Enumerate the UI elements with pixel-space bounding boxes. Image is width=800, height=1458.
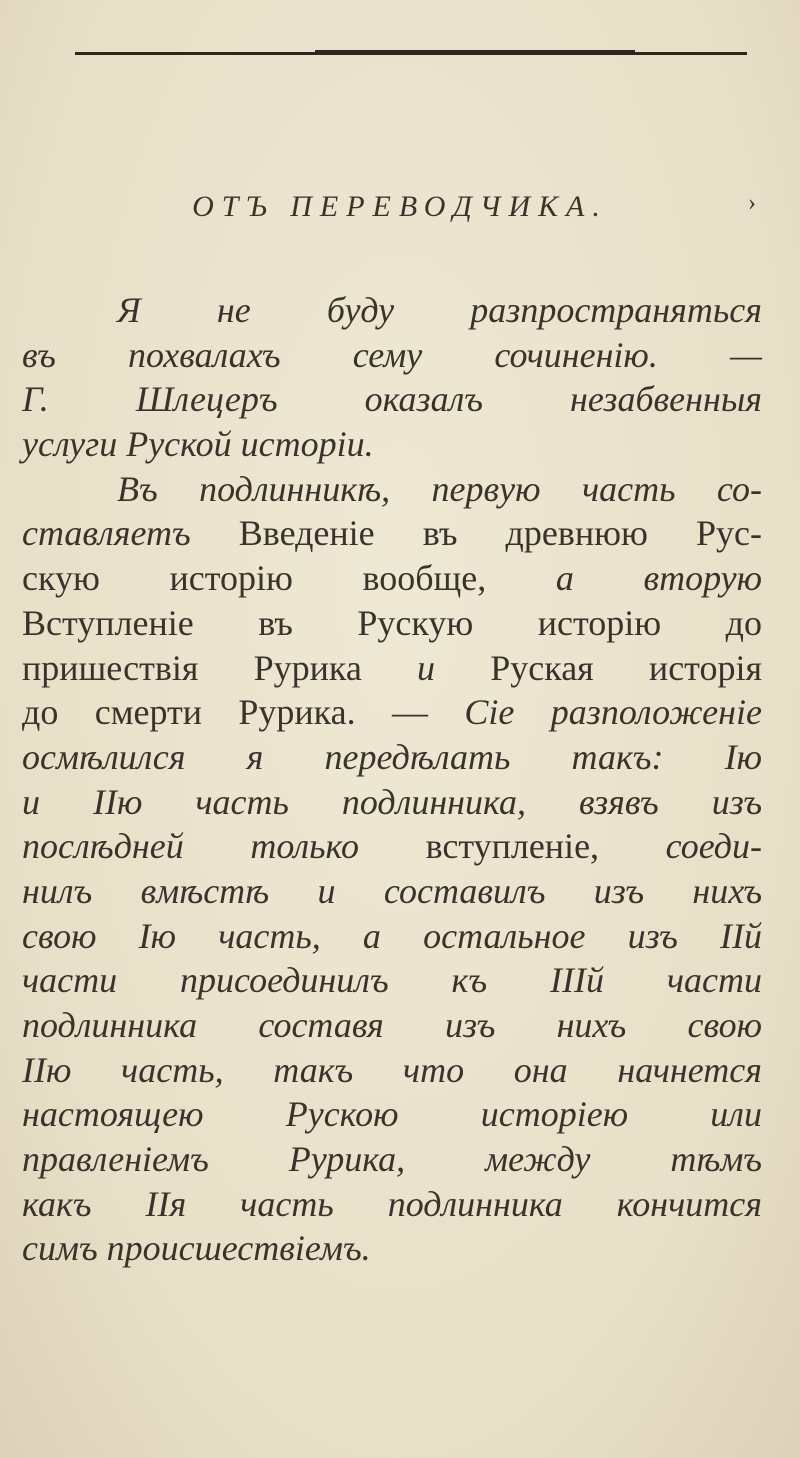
text-segment: свою Iю часть, а остальное изъ IIй bbox=[22, 915, 762, 956]
text-segment: Г. Шлецеръ оказалъ незабвенныя bbox=[22, 379, 762, 420]
text-segment: Я не буду разпространяться bbox=[117, 290, 762, 330]
text-line bbox=[22, 601, 762, 646]
text-segment: и IIю часть подлинника, взявъ изъ bbox=[22, 781, 762, 822]
top-rule bbox=[75, 52, 747, 55]
top-rule-thick bbox=[315, 50, 635, 55]
body-text bbox=[22, 288, 762, 1271]
text-line bbox=[22, 1048, 762, 1093]
text-segment: скую исторiю вообще, bbox=[22, 558, 556, 599]
text-line bbox=[22, 1226, 762, 1271]
text-line bbox=[22, 422, 762, 467]
text-segment: до смерти Рурика. — bbox=[22, 692, 465, 733]
text-line bbox=[22, 377, 762, 422]
text-line bbox=[22, 333, 762, 378]
text-segment: подлинника составя изъ нихъ свою bbox=[22, 1005, 762, 1045]
text-line bbox=[22, 914, 762, 959]
text-segment: правленiемъ Рурика, между тѣмъ bbox=[22, 1139, 762, 1180]
text-segment: Введенiе въ древнюю Рус- bbox=[190, 513, 762, 554]
text-segment: настоящею Рускою исторiею или bbox=[22, 1094, 762, 1135]
text-segment: вступленiе, bbox=[425, 826, 666, 867]
text-line bbox=[22, 467, 762, 512]
text-line bbox=[22, 556, 762, 601]
text-segment: Руская исторiя bbox=[435, 647, 762, 688]
text-line bbox=[22, 869, 762, 914]
text-segment: соеди- bbox=[665, 826, 762, 867]
text-line bbox=[22, 958, 762, 1003]
text-segment: осмѣлился я передѣлать такъ: Iю bbox=[22, 736, 762, 777]
page-title: ОТЪ ПЕРЕВОДЧИКА. bbox=[192, 190, 608, 223]
text-line bbox=[22, 824, 762, 869]
text-segment: какъ IIя часть подлинника кончится bbox=[22, 1183, 762, 1224]
text-line bbox=[22, 1137, 762, 1182]
text-line bbox=[22, 1003, 762, 1048]
text-segment: а вторую bbox=[555, 558, 762, 599]
text-line bbox=[22, 735, 762, 780]
text-segment: Сiе разположенiе bbox=[464, 692, 762, 733]
text-segment: IIю часть, такъ что она начнется bbox=[22, 1049, 762, 1090]
text-segment: симъ происшествiемъ. bbox=[22, 1228, 371, 1269]
text-line bbox=[22, 288, 762, 333]
text-segment: Въ подлинникѣ, первую часть со- bbox=[117, 468, 762, 509]
text-segment: части присоединилъ къ IIIй части bbox=[22, 960, 762, 1001]
text-segment: нилъ вмѣстѣ и составилъ изъ нихъ bbox=[22, 870, 762, 911]
text-line bbox=[22, 1182, 762, 1227]
text-line bbox=[22, 690, 762, 735]
text-line bbox=[22, 780, 762, 825]
text-line bbox=[22, 511, 762, 556]
text-line bbox=[22, 646, 762, 691]
corner-mark: › bbox=[748, 190, 756, 216]
text-segment: услуги Руской исторiи. bbox=[22, 424, 374, 465]
text-line bbox=[22, 1092, 762, 1137]
text-segment: и bbox=[417, 647, 436, 688]
text-segment: послѣдней только bbox=[22, 826, 426, 867]
text-segment: ставляетъ bbox=[22, 513, 191, 554]
text-segment: въ похвалахъ сему сочиненiю. — bbox=[22, 334, 762, 375]
text-segment: Вступленiе въ Рускую исторiю до bbox=[22, 602, 762, 643]
text-segment: пришествiя Рурика bbox=[22, 647, 418, 688]
